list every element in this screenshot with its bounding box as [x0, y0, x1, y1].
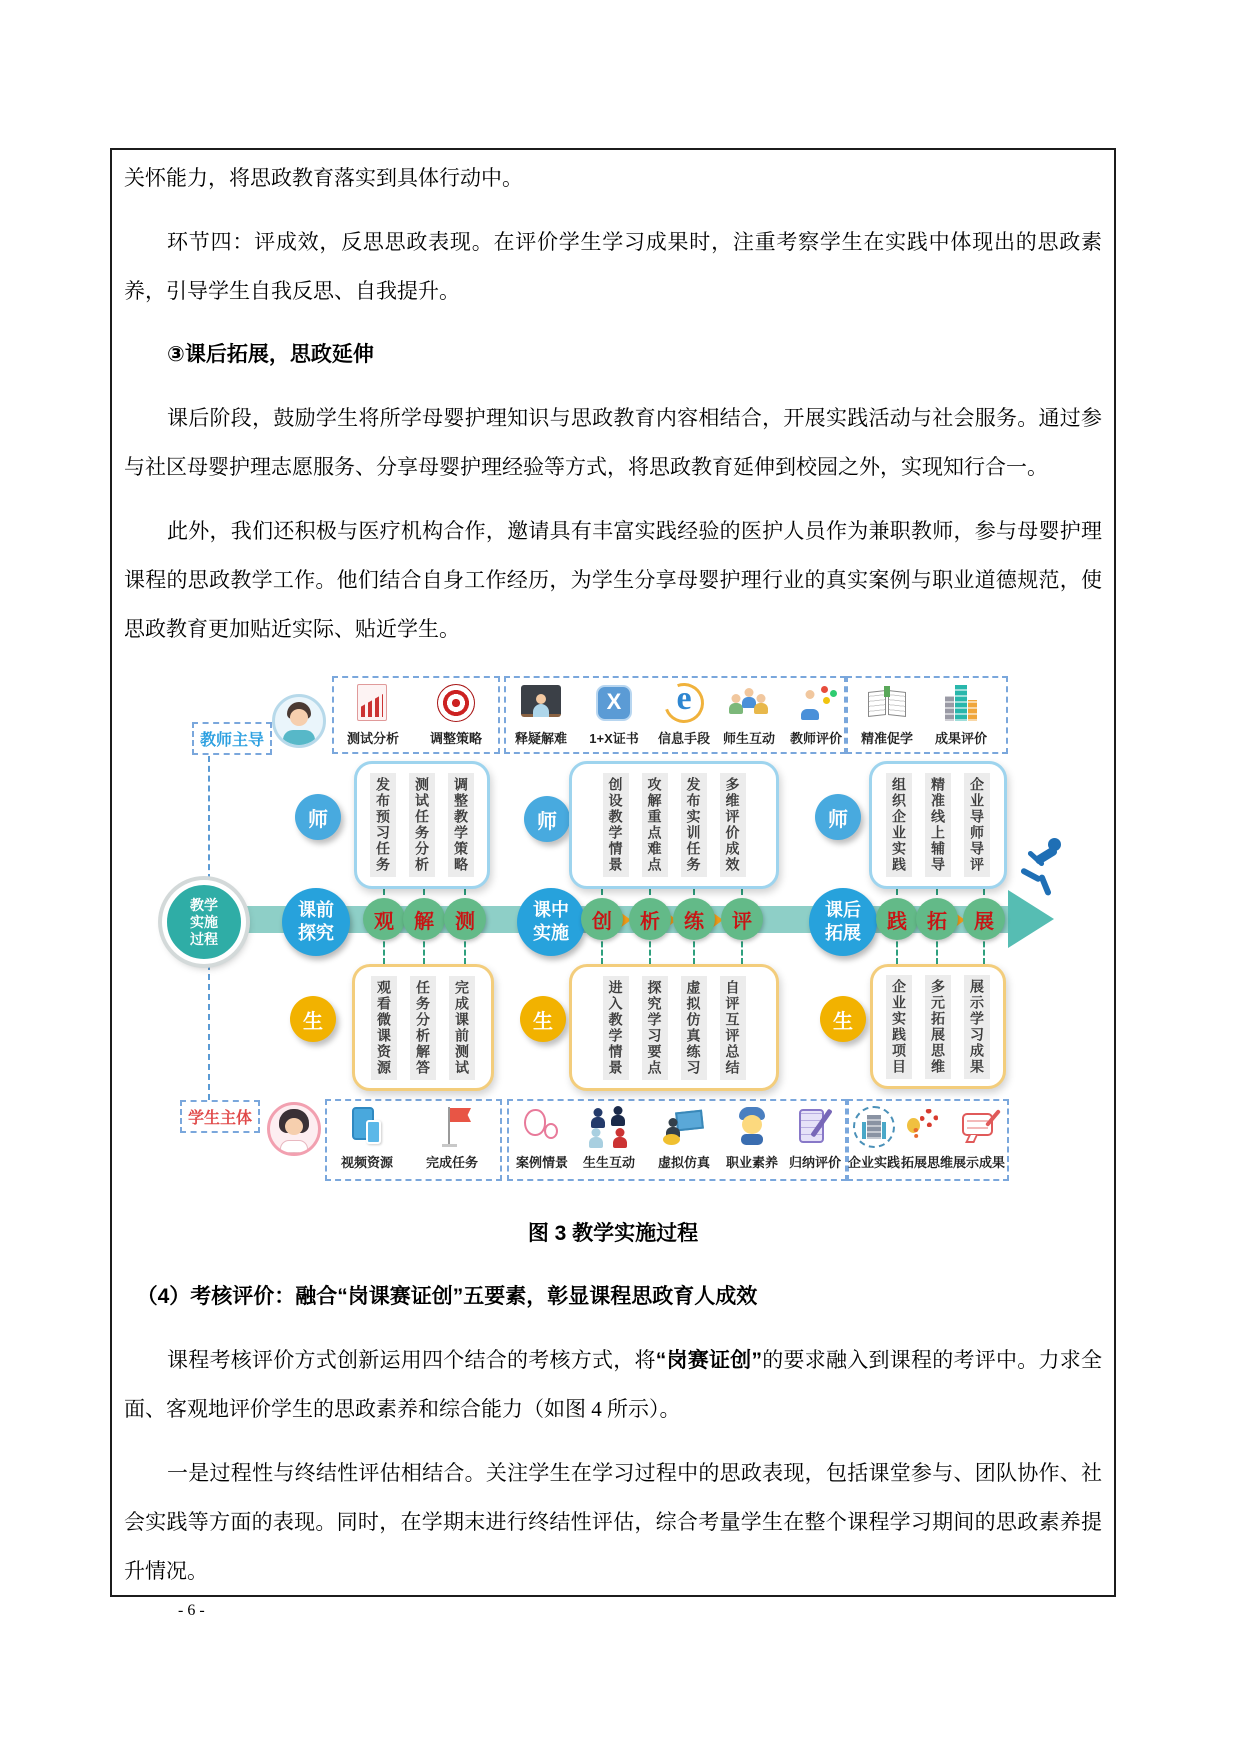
- running-person-icon: [1012, 838, 1076, 912]
- paragraph-text: 的要求融入到课程的考评中。力求全面、客观地评价学生的思政素养和综合能力（如图 4 所示）。: [124, 1348, 1103, 1421]
- stage-after-class: 课后 拓展: [809, 888, 877, 956]
- icon-cell: [782, 1104, 848, 1171]
- notepad-icon: [792, 1104, 838, 1150]
- section-heading-3: ③课后拓展，思政延伸: [167, 343, 374, 366]
- icon-cell: [719, 1104, 785, 1171]
- task: 多元拓展思维: [925, 975, 951, 1079]
- gears-icon: [904, 1104, 950, 1150]
- icon-cell: [946, 1104, 1012, 1171]
- icon-label: 视频资源: [340, 1155, 393, 1170]
- teacher-task-box-2: [569, 761, 779, 889]
- icon-label: 虚拟仿真: [657, 1155, 710, 1170]
- paragraph: 关怀能力，将思政教育落实到具体行动中。: [124, 166, 523, 190]
- step-circle: 拓: [916, 898, 958, 940]
- paragraph: 此外，我们还积极与医疗机构合作，邀请具有丰富实践经验的医护人员作为兼职教师，参与母婴护理课程的思政教学工作。他们结合自身工作经历，为学生分享母婴护理行业的真实案例与职业道德规范，使思政教育更加贴近实际、贴近学生。: [124, 519, 1102, 641]
- step-circle: 展: [963, 898, 1005, 940]
- icon-label: 1+X证书: [589, 731, 639, 746]
- blackboard-icon: [518, 680, 564, 726]
- x-certificate-icon: [591, 680, 637, 726]
- teacher-task-box-1: [354, 761, 490, 889]
- teacher-task-box-3: [869, 761, 1007, 889]
- icon-label: 释疑解难: [514, 731, 567, 746]
- task: 调整教学策略: [448, 773, 474, 877]
- page-number: - 6 -: [178, 1602, 205, 1619]
- task: 企业导师导评: [964, 773, 990, 877]
- buildings-icon: [938, 680, 984, 726]
- task: 展示学习成果: [964, 975, 990, 1079]
- icon-cell: [340, 680, 406, 747]
- icon-cell: [576, 1104, 642, 1171]
- step-circle: 练: [673, 898, 715, 940]
- step-circle: 践: [876, 898, 918, 940]
- teacher-role-text: 教师主导: [200, 732, 265, 749]
- step-circle: 观: [363, 898, 405, 940]
- paragraph: 一是过程性与终结性评估相结合。关注学生在学习过程中的思政表现，包括课堂参与、团队协作、社会实践等方面的表现。同时，在学期末进行终结性评估，综合考量学生在整个课程学习期间的思政素养提升情况。: [124, 1461, 1102, 1583]
- flag-icon: [429, 1104, 475, 1150]
- icon-label: 案例情景: [515, 1155, 568, 1170]
- nurse-icon: [729, 1104, 775, 1150]
- section-heading-4: （4）考核评价：融合“岗课赛证创”五要素，彰显课程思政育人成效: [136, 1285, 758, 1308]
- task: 观看微课资源: [371, 976, 397, 1080]
- paragraph: 环节四：评成效，反思思政表现。在评价学生学习成果时，注重考察学生在实践中体现出的思政素养，引导学生自我反思、自我提升。: [124, 230, 1102, 303]
- teacher-avatar: [272, 694, 326, 748]
- task: 发布实训任务: [681, 773, 707, 877]
- step-circle: 析: [629, 898, 671, 940]
- icon-label: 教师评价: [789, 731, 842, 746]
- browser-e-icon: [661, 680, 707, 726]
- icon-cell: [928, 680, 994, 747]
- page-border-frame: [110, 148, 1116, 1597]
- icon-label: 调整策略: [429, 731, 482, 746]
- teacher-eval-icon: [793, 680, 839, 726]
- paragraph: 课后阶段，鼓励学生将所学母婴护理知识与思政教育内容相结合，开展实践活动与社会服务。通过参与社区母婴护理志愿服务、分享母婴护理经验等方式，将思政教育延伸到校园之外，实现知行合一。: [124, 406, 1102, 479]
- icon-cell: [581, 680, 647, 747]
- task: 自评互评总结: [720, 976, 746, 1080]
- process-line: 过程: [190, 930, 218, 947]
- stage-before-class: 课前 探究: [282, 888, 350, 956]
- icon-cell: [508, 680, 574, 747]
- icon-label: 测试分析: [346, 731, 399, 746]
- task: 虚拟仿真练习: [681, 976, 707, 1080]
- icon-cell: [651, 680, 717, 747]
- icon-cell: [334, 1104, 400, 1171]
- icon-cell: [419, 1104, 485, 1171]
- student-badge: 生: [820, 996, 866, 1042]
- stage-in-class: 课中 实施: [517, 888, 585, 956]
- task: 进入教学情景: [603, 976, 629, 1080]
- icon-cell: [854, 680, 920, 747]
- paragraph-bold-text: “岗赛证创”: [655, 1349, 763, 1372]
- devices-icon: [344, 1104, 390, 1150]
- icon-label: 信息手段: [657, 731, 710, 746]
- student-task-box-3: [870, 964, 1006, 1089]
- student-badge: 生: [290, 996, 336, 1042]
- process-circle: [162, 880, 246, 964]
- icon-label: 精准促学: [860, 731, 913, 746]
- task: 探究学习要点: [642, 976, 668, 1080]
- task: 企业实践项目: [886, 975, 912, 1079]
- task: 任务分析解答: [410, 976, 436, 1080]
- enterprise-icon: [851, 1104, 897, 1150]
- bar-chart-icon: [350, 680, 396, 726]
- paragraph-text: 课程考核评价方式创新运用四个结合的考核方式，将: [167, 1348, 656, 1372]
- task: 多维评价成效: [720, 773, 746, 877]
- task: 发布预习任务: [370, 773, 396, 877]
- task: 攻解重点难点: [642, 773, 668, 877]
- icon-label: 展示成果: [952, 1155, 1005, 1170]
- student-role-label: [180, 1100, 260, 1133]
- icon-cell: [783, 680, 849, 747]
- step-circle: 解: [403, 898, 445, 940]
- showcase-icon: [956, 1104, 1002, 1150]
- teacher-student-icon: [726, 680, 772, 726]
- task: 创设教学情景: [603, 773, 629, 877]
- icon-cell: [423, 680, 489, 747]
- icon-label: 完成任务: [425, 1155, 478, 1170]
- figure-caption: 图 3 教学实施过程: [527, 1222, 699, 1245]
- icon-label: 拓展思维: [900, 1155, 953, 1170]
- process-line: 实施: [190, 913, 218, 930]
- teacher-badge: 师: [524, 796, 570, 842]
- task: 精准线上辅导: [925, 773, 951, 877]
- icon-cell: [651, 1104, 717, 1171]
- process-line: 教学: [190, 896, 218, 913]
- teacher-role-label: [192, 722, 272, 755]
- student-task-box-2: [569, 964, 779, 1091]
- icon-label: 企业实践: [847, 1155, 900, 1170]
- task: 完成课前测试: [449, 976, 475, 1080]
- virtual-sim-icon: [661, 1104, 707, 1150]
- task: 测试任务分析: [409, 773, 435, 877]
- icon-label: 职业素养: [725, 1155, 778, 1170]
- figure-teaching-process: [132, 656, 1094, 1198]
- icon-label: 生生互动: [582, 1155, 635, 1170]
- task: 组织企业实践: [886, 773, 912, 877]
- step-circle: 创: [581, 898, 623, 940]
- peer-group-icon: [586, 1104, 632, 1150]
- paragraph: [124, 1336, 1102, 1434]
- step-circle: 测: [444, 898, 486, 940]
- left-dashed-connector: [208, 756, 210, 880]
- icon-label: 成果评价: [934, 731, 987, 746]
- icon-label: 师生互动: [722, 731, 775, 746]
- icon-cell: [716, 680, 782, 747]
- left-dashed-connector: [208, 964, 210, 1100]
- student-task-box-1: [352, 964, 494, 1091]
- step-circle: 评: [721, 898, 763, 940]
- icon-cell: [509, 1104, 575, 1171]
- mother-baby-icon: [519, 1104, 565, 1150]
- teacher-badge: 师: [295, 794, 341, 840]
- target-icon: [433, 680, 479, 726]
- student-role-text: 学生主体: [188, 1110, 253, 1127]
- student-avatar: [267, 1102, 321, 1156]
- teacher-badge: 师: [815, 794, 861, 840]
- student-badge: 生: [520, 996, 566, 1042]
- book-icon: [864, 680, 910, 726]
- icon-label: 归纳评价: [788, 1155, 841, 1170]
